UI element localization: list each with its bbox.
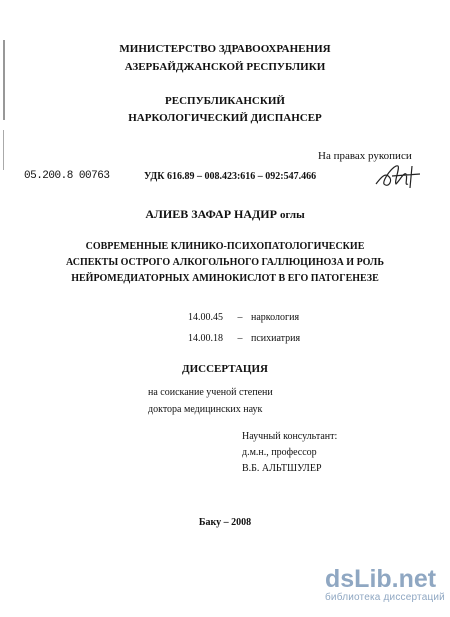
watermark-tagline: библиотека диссертаций — [325, 592, 445, 603]
scan-edge-mark — [3, 130, 4, 170]
author-name — [0, 207, 450, 222]
ministry-line-1: МИНИСТЕРСТВО ЗДРАВООХРАНЕНИЯ — [119, 43, 331, 55]
specialty-dash: – — [237, 312, 243, 323]
author-suffix: оглы — [279, 209, 305, 221]
org-line-1: РЕСПУБЛИКАНСКИЙ — [165, 95, 285, 107]
manuscript-note: На правах рукописи — [318, 150, 412, 162]
author-full-name: АЛИЕВ ЗАФАР НАДИР — [145, 207, 277, 221]
org-line-2: НАРКОЛОГИЧЕСКИЙ ДИСПАНСЕР — [128, 112, 322, 124]
consultant-name: В.Б. АЛЬТШУЛЕР — [242, 463, 322, 474]
title-line-1: СОВРЕМЕННЫЕ КЛИНИКО-ПСИХОПАТОЛОГИЧЕСКИЕ — [85, 241, 365, 252]
stamp-number: 05.200.8 00763 — [24, 170, 110, 182]
dslib-watermark — [325, 567, 445, 603]
place-year: Баку – 2008 — [198, 517, 252, 528]
specialty-name: психиатрия — [251, 333, 301, 344]
ministry-line-2: АЗЕРБАЙДЖАНСКОЙ РЕСПУБЛИКИ — [124, 61, 326, 73]
title-line-2: АСПЕКТЫ ОСТРОГО АЛКОГОЛЬНОГО ГАЛЛЮЦИНОЗА И РОЛЬ — [66, 257, 384, 268]
handwritten-signature — [372, 158, 424, 194]
specialty-dash: – — [237, 333, 243, 344]
consultant-label: Научный консультант: — [242, 431, 338, 442]
specialty-name: наркология — [251, 312, 300, 323]
degree-line-1: на соискание ученой степени — [148, 387, 273, 398]
watermark-brand: dsLib.net — [325, 565, 437, 593]
udk-code: УДК 616.89 – 008.423:616 – 092:547.466 — [144, 171, 317, 182]
degree-line-2: доктора медицинских наук — [148, 404, 263, 415]
document-type: ДИССЕРТАЦИЯ — [182, 363, 268, 375]
specialty-code: 14.00.18 — [188, 333, 223, 344]
consultant-rank: д.м.н., профессор — [242, 447, 317, 458]
specialty-row — [188, 312, 299, 323]
specialty-code: 14.00.45 — [188, 312, 223, 323]
specialty-row — [188, 333, 300, 344]
title-line-3: НЕЙРОМЕДИАТОРНЫХ АМИНОКИСЛОТ В ЕГО ПАТОГЕНЕЗЕ — [71, 273, 379, 284]
